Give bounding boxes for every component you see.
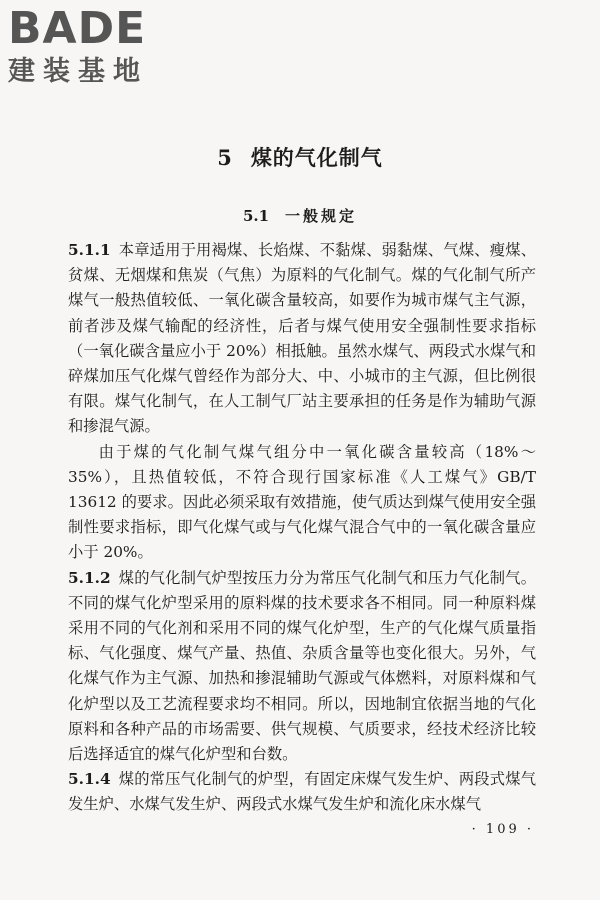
paragraph (68, 767, 536, 817)
chapter-title (0, 142, 600, 172)
chapter-number: 5 (217, 145, 233, 170)
page-number: · 109 · (471, 822, 534, 837)
paragraph (68, 440, 536, 566)
section-number: 5.1 (242, 207, 270, 225)
clause-number: 5.1.1 (68, 241, 111, 259)
paragraph-text: 煤的常压气化制气的炉型，有固定床煤气发生炉、两段式煤气发生炉、水煤气发生炉、两段式水煤气发生炉和流化床水煤气 (68, 770, 536, 814)
clause-number: 5.1.2 (68, 568, 111, 587)
paragraph-text: 本章适用于用褐煤、长焰煤、不黏煤、弱黏煤、气煤、瘦煤、贫煤、无烟煤和焦炭（气焦）为原料的气化制气。煤的气化制气所产煤气一般热值较低、一氧化碳含量较高，如要作为城市煤气主气源，前者涉及煤气输配的经济性，后者与煤气使用安全强制性要求指标（一氧化碳含量应小于 20%）相抵触。虽然水煤气、两段式水煤气和碎煤加压气化煤气曾经作为部分大、中、小城市的主气源，但比例很有限。煤气化制气，在人工制气厂站主要承担的任务是作为辅助气源和掺混气源。 (68, 241, 536, 436)
paragraph (68, 238, 536, 440)
body-text (68, 238, 536, 818)
logo-sub-text: 建装基地 (8, 56, 148, 87)
chapter-title-text: 煤的气化制气 (250, 145, 383, 170)
section-title-text: 一般规定 (285, 207, 358, 225)
paragraph-text: 由于煤的气化制气煤气组分中一氧化碳含量较高（18%～35%），且热值较低，不符合现行国家标准《人工煤气》GB/T 13612 的要求。因此必须采取有效措施，使气质达到煤气使用安全强制性要求指标，即气化煤气或与气化煤气混合气中的一氧化碳含量应小于 20%。 (68, 442, 536, 562)
section-title (0, 205, 600, 226)
logo (8, 3, 178, 88)
paragraph (68, 566, 536, 768)
logo-main-text: BADE (8, 3, 147, 54)
clause-number: 5.1.4 (68, 770, 111, 789)
paragraph-text: 煤的气化制气炉型按压力分为常压气化制气和压力气化制气。不同的煤气化炉型采用的原料煤的技术要求各不相同。同一种原料煤采用不同的气化剂和采用不同的煤气化炉型，生产的气化煤气质量指标、气化强度、煤气产量、热值、杂质含量等也变化很大。另外，气化煤气作为主气源、加热和掺混辅助气源或气体燃料，对原料煤和气化炉型以及工艺流程要求均不相同。所以，因地制宜依据当地的气化原料和各种产品的市场需要、供气规模、气质要求，经技术经济比较后选择适宜的煤气化炉型和台数。 (68, 568, 536, 764)
